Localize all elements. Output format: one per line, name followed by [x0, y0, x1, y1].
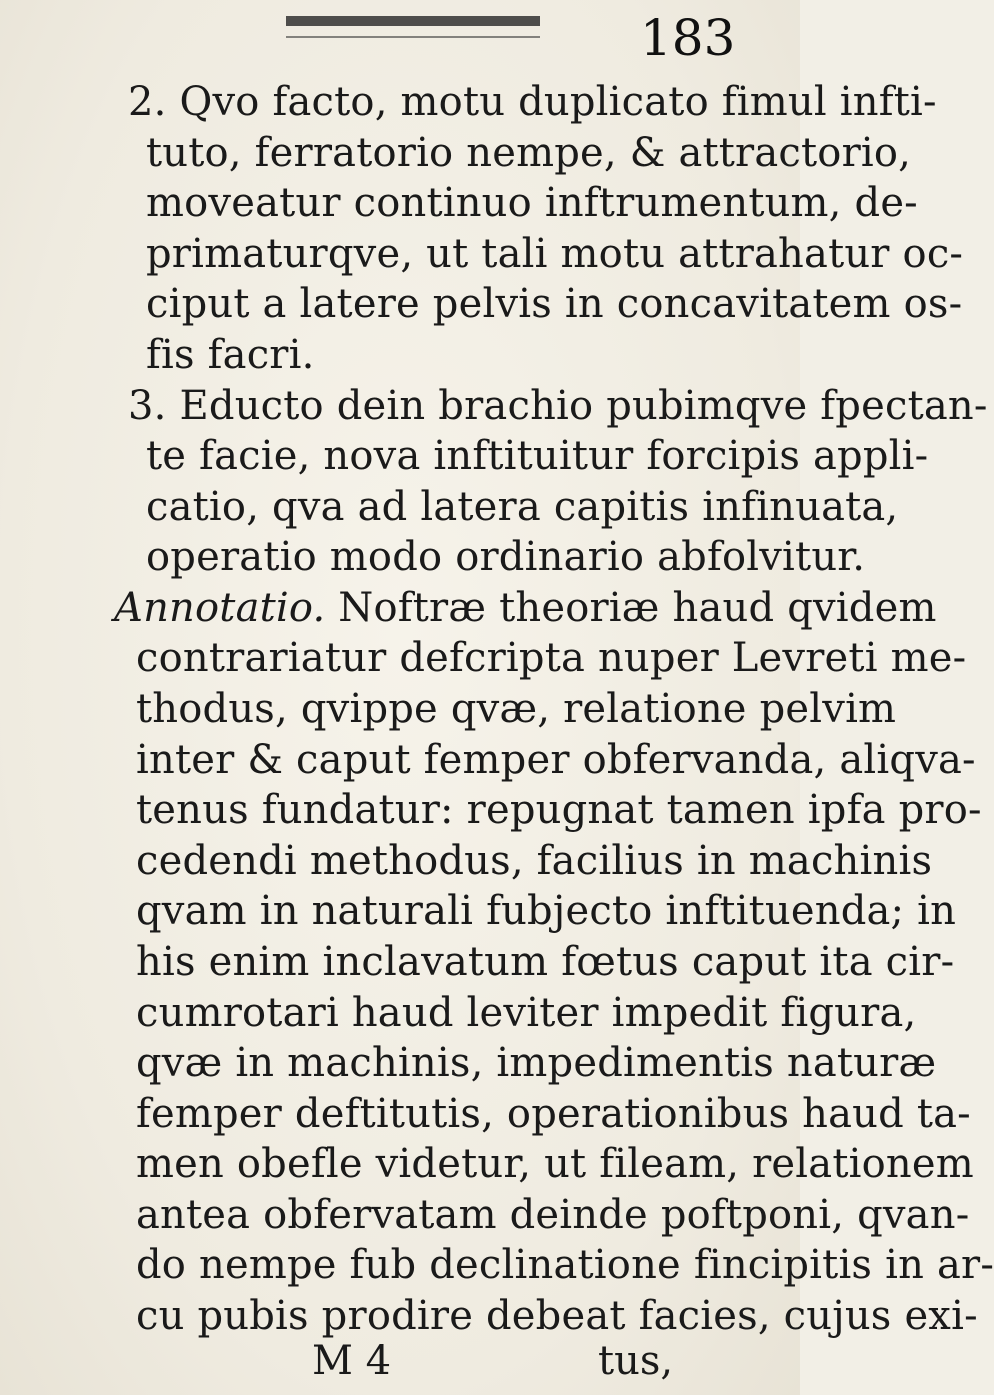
paragraph-3-line-3: catio, qva ad latera capitis infinuata, [146, 483, 899, 530]
paragraph-2-line-4: primaturqve, ut tali motu attrahatur oc- [146, 230, 964, 277]
paragraph-3-number: 3. [128, 382, 167, 429]
paragraph-2-line-3: moveatur continuo inftrumentum, de- [146, 180, 918, 227]
paragraph-2-line-1 [128, 76, 937, 128]
annotation-line-2: contrariatur defcripta nuper Levreti me- [136, 635, 967, 682]
paragraph-2-line-2: tuto, ferratorio nempe, & attractorio, [146, 129, 912, 176]
paragraph-3-line-4: operatio modo ordinario abfolvitur. [146, 534, 866, 581]
annotation-line-6: cedendi methodus, facilius in machinis [136, 837, 933, 884]
annotation-line-9: cumrotari haud leviter impedit figura, [136, 989, 917, 1036]
header-thin-rule [286, 36, 540, 38]
annotation-line-5: tenus fundatur: repugnat tamen ipfa pro- [136, 787, 982, 834]
paragraph-2-line-5: ciput a latere pelvis in concavitatem os- [146, 281, 963, 328]
annotation-line-10: qvæ in machinis, impedimentis naturæ [136, 1040, 937, 1087]
catchword: tus, [598, 1337, 674, 1384]
signature-mark: M 4 [312, 1337, 392, 1384]
annotation-line-3: thodus, qvippe qvæ, relatione pelvim [136, 686, 897, 732]
paragraph-2-text: Qvo facto, motu duplicato fimul infti- [179, 79, 937, 125]
paragraph-2-line-6: fis facri. [146, 331, 315, 378]
annotation-line-13: antea obfervatam deinde poftponi, qvan- [136, 1191, 970, 1238]
annotation-line-4: inter & caput femper obfervanda, aliqva- [136, 736, 976, 783]
annotation-line-15: cu pubis prodire debeat facies, cujus exi- [136, 1293, 978, 1339]
paragraph-3-text: Educto dein brachio pubimqve fpectan- [179, 382, 988, 429]
paragraph-3-line-1 [128, 380, 988, 432]
annotation-line-11: femper deftitutis, operationibus haud ta- [136, 1090, 971, 1137]
annotation-line-12: men obefle videtur, ut fileam, relationem [136, 1141, 974, 1188]
annotation-label: Annotatio. [114, 584, 326, 631]
page-number: 183 [640, 9, 736, 67]
annotation-first-text: Noftræ theoriæ haud qvidem [338, 584, 937, 631]
paragraph-3-line-2: te facie, nova inftituitur forcipis appli- [146, 433, 929, 480]
header-ornament-rule [286, 16, 540, 26]
paragraph-2-number: 2. [128, 79, 167, 125]
annotation-line-7: qvam in naturali fubjecto inftituenda; in [136, 888, 957, 935]
annotation-line-1 [114, 582, 937, 634]
annotation-line-8: his enim inclavatum fœtus caput ita cir- [136, 938, 955, 985]
annotation-line-14: do nempe fub declinatione fincipitis in ar- [136, 1242, 994, 1289]
